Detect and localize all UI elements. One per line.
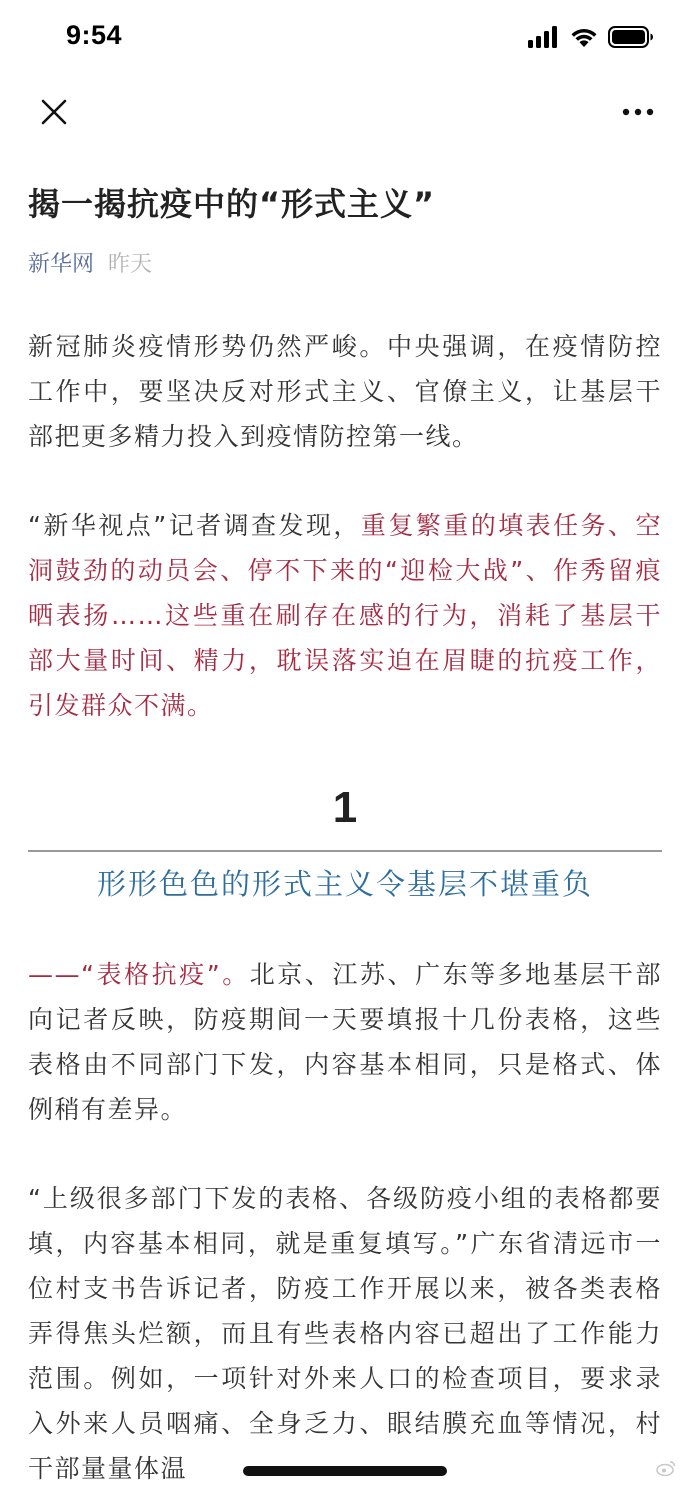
findings-lead: “新华视点”记者调查发现， xyxy=(28,511,361,540)
cellular-signal-icon xyxy=(528,26,560,48)
paragraph-forms xyxy=(28,952,662,1132)
wifi-icon xyxy=(570,26,598,48)
section-heading: 形形色色的形式主义令基层不堪重负 xyxy=(96,867,593,901)
forms-text: 北京、江苏、广东等多地基层干部向记者反映，防疫期间一天要填报十几份表格，这些表格由不同部门下发，内容基本相同，只是格式、体例稍有差异。 xyxy=(28,960,662,1124)
paragraph-quote: “上级很多部门下发的表格、各级防疫小组的表格都要填，内容基本相同，就是重复填写。”广东省清远市一位村支书告诉记者，防疫工作开展以来，被各类表格弄得焦头烂额，而且有些表格内容已超出了工作能力范围。例如，一项针对外来人口的检查项目，要求录入外来人员咽痛、全身乏力、眼结膜充血等情况，村干部量量体温 xyxy=(28,1184,662,1483)
source-link[interactable]: 新华网 xyxy=(28,252,95,277)
article xyxy=(28,180,662,1491)
publish-date: 昨天 xyxy=(108,252,153,277)
close-button[interactable] xyxy=(36,94,72,130)
paragraph-findings xyxy=(28,503,662,728)
weibo-logo-icon xyxy=(656,1460,676,1476)
status-icons xyxy=(528,26,654,48)
watermark xyxy=(656,1460,676,1476)
forms-lead: ——“表格抗疫”。 xyxy=(28,960,250,989)
article-meta xyxy=(28,250,662,280)
nav-bar xyxy=(0,80,690,142)
paragraph-intro: 新冠肺炎疫情形势仍然严峻。中央强调，在疫情防控工作中，要坚决反对形式主义、官僚主义，让基层干部把更多精力投入到疫情防控第一线。 xyxy=(28,332,662,451)
section-number: 1 xyxy=(332,783,358,832)
article-title: 揭一揭抗疫中的“形式主义” xyxy=(28,185,436,223)
more-icon xyxy=(620,94,656,130)
battery-icon xyxy=(608,26,654,48)
close-icon xyxy=(36,94,72,130)
status-bar xyxy=(0,0,690,80)
section-divider xyxy=(28,850,662,852)
more-button[interactable] xyxy=(620,94,656,130)
status-time: 9:54 xyxy=(66,20,123,50)
home-indicator xyxy=(243,1466,447,1476)
findings-highlight: 重复繁重的填表任务、空洞鼓劲的动员会、停不下来的“迎检大战”、作秀留痕晒表扬……这些重在刷存在感的行为，消耗了基层干部大量时间、精力，耽误落实迫在眉睫的抗疫工作，引发群众不满。 xyxy=(28,511,662,720)
